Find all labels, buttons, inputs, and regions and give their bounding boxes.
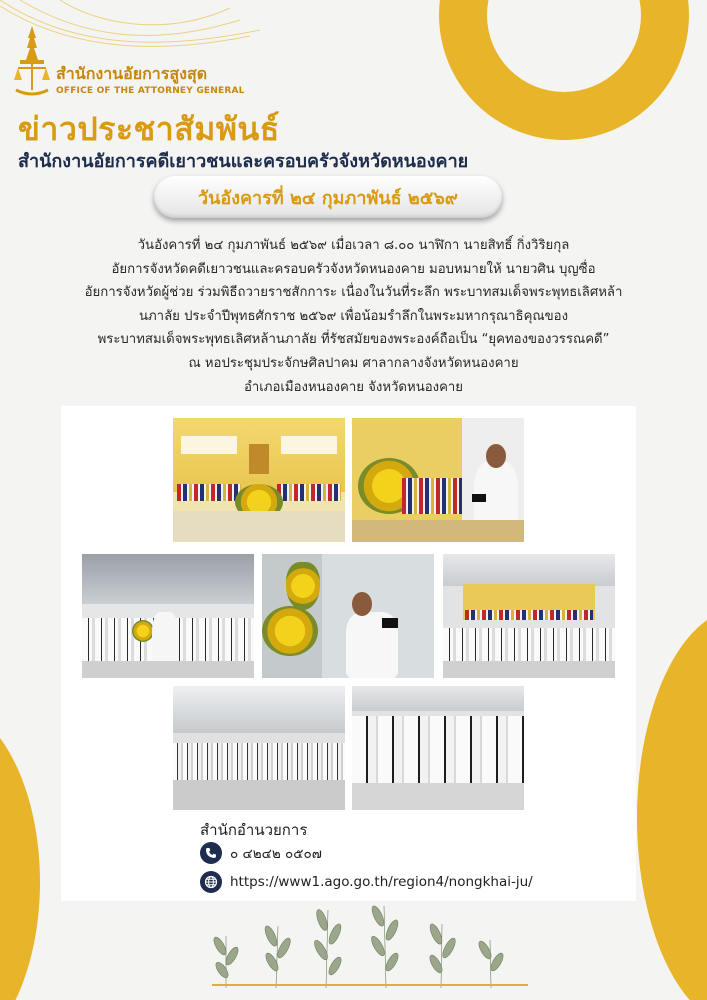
website-link[interactable]: https://www1.ago.go.th/region4/nongkhai-ju/ [230,874,533,890]
page-title: ข่าวประชาสัมพันธ์ [18,110,280,148]
date-label: วันอังคารที่ ๒๔ กุมภาพันธ์ ๒๕๖๙ [198,187,458,209]
body-line: อำเภอเมืองหนองคาย จังหวัดหนองคาย [243,379,464,395]
page-subtitle: สำนักงานอัยการคดีเยาวชนและครอบครัวจังหวัดหนองคาย [18,151,469,172]
body-line: ณ หอประชุมประจักษศิลปาคม ศาลากลางจังหวัดหนองคาย [188,355,519,371]
ceremony-photo [352,686,524,810]
org-name-thai: สำนักงานอัยการสูงสุด [56,64,208,83]
divider-line [212,984,528,986]
decorative-arc-right [637,608,707,1000]
phone-number: ๐ ๔๒๔๒ ๐๕๐๗ [230,846,322,862]
org-name-english: OFFICE OF THE ATTORNEY GENERAL [56,86,245,96]
ceremony-photo [262,554,434,678]
body-line: พระบาทสมเด็จพระพุทธเลิศหล้านภาลัย ที่รัชสมัยของพระองค์ถือเป็น “ยุคทองของวรรณคดี” [97,332,610,348]
contact-website[interactable] [200,871,533,893]
contact-phone [200,842,322,864]
ceremony-photo [173,686,345,810]
body-line: อัยการจังหวัดผู้ช่วย ร่วมพิธีถวายราชสักการะ เนื่องในวันที่ระลึก พระบาทสมเด็จพระพุทธเลิศหล้า [84,285,623,301]
body-line: นภาลัย ประจำปีพุทธศักราช ๒๕๖๙ เพื่อน้อมรำลึกในพระมหากรุณาธิคุณของ [138,308,569,324]
decorative-ring [439,0,689,140]
attorney-general-emblem-icon [12,24,52,98]
ceremony-photo [173,418,345,542]
decorative-arc-left [0,702,40,1000]
photo-collage [61,406,636,901]
date-badge [154,176,502,218]
globe-icon [200,871,222,893]
ceremony-photo [352,418,524,542]
body-line: อัยการจังหวัดคดีเยาวชนและครอบครัวจังหวัดหนองคาย มอบหมายให้ นายวศิน บุญซื่อ [111,261,596,277]
ceremony-photo [443,554,615,678]
ceremony-photo [82,554,254,678]
news-body [20,234,687,399]
contact-unit: สำนักอำนวยการ [200,821,308,839]
phone-icon [200,842,222,864]
decorative-plant [186,896,528,988]
body-line: วันอังคารที่ ๒๔ กุมภาพันธ์ ๒๕๖๙ เมื่อเวลา ๘.๐๐ นาฬิกา นายสิทธิ์ กิ่งวิริยกุล [137,238,570,253]
